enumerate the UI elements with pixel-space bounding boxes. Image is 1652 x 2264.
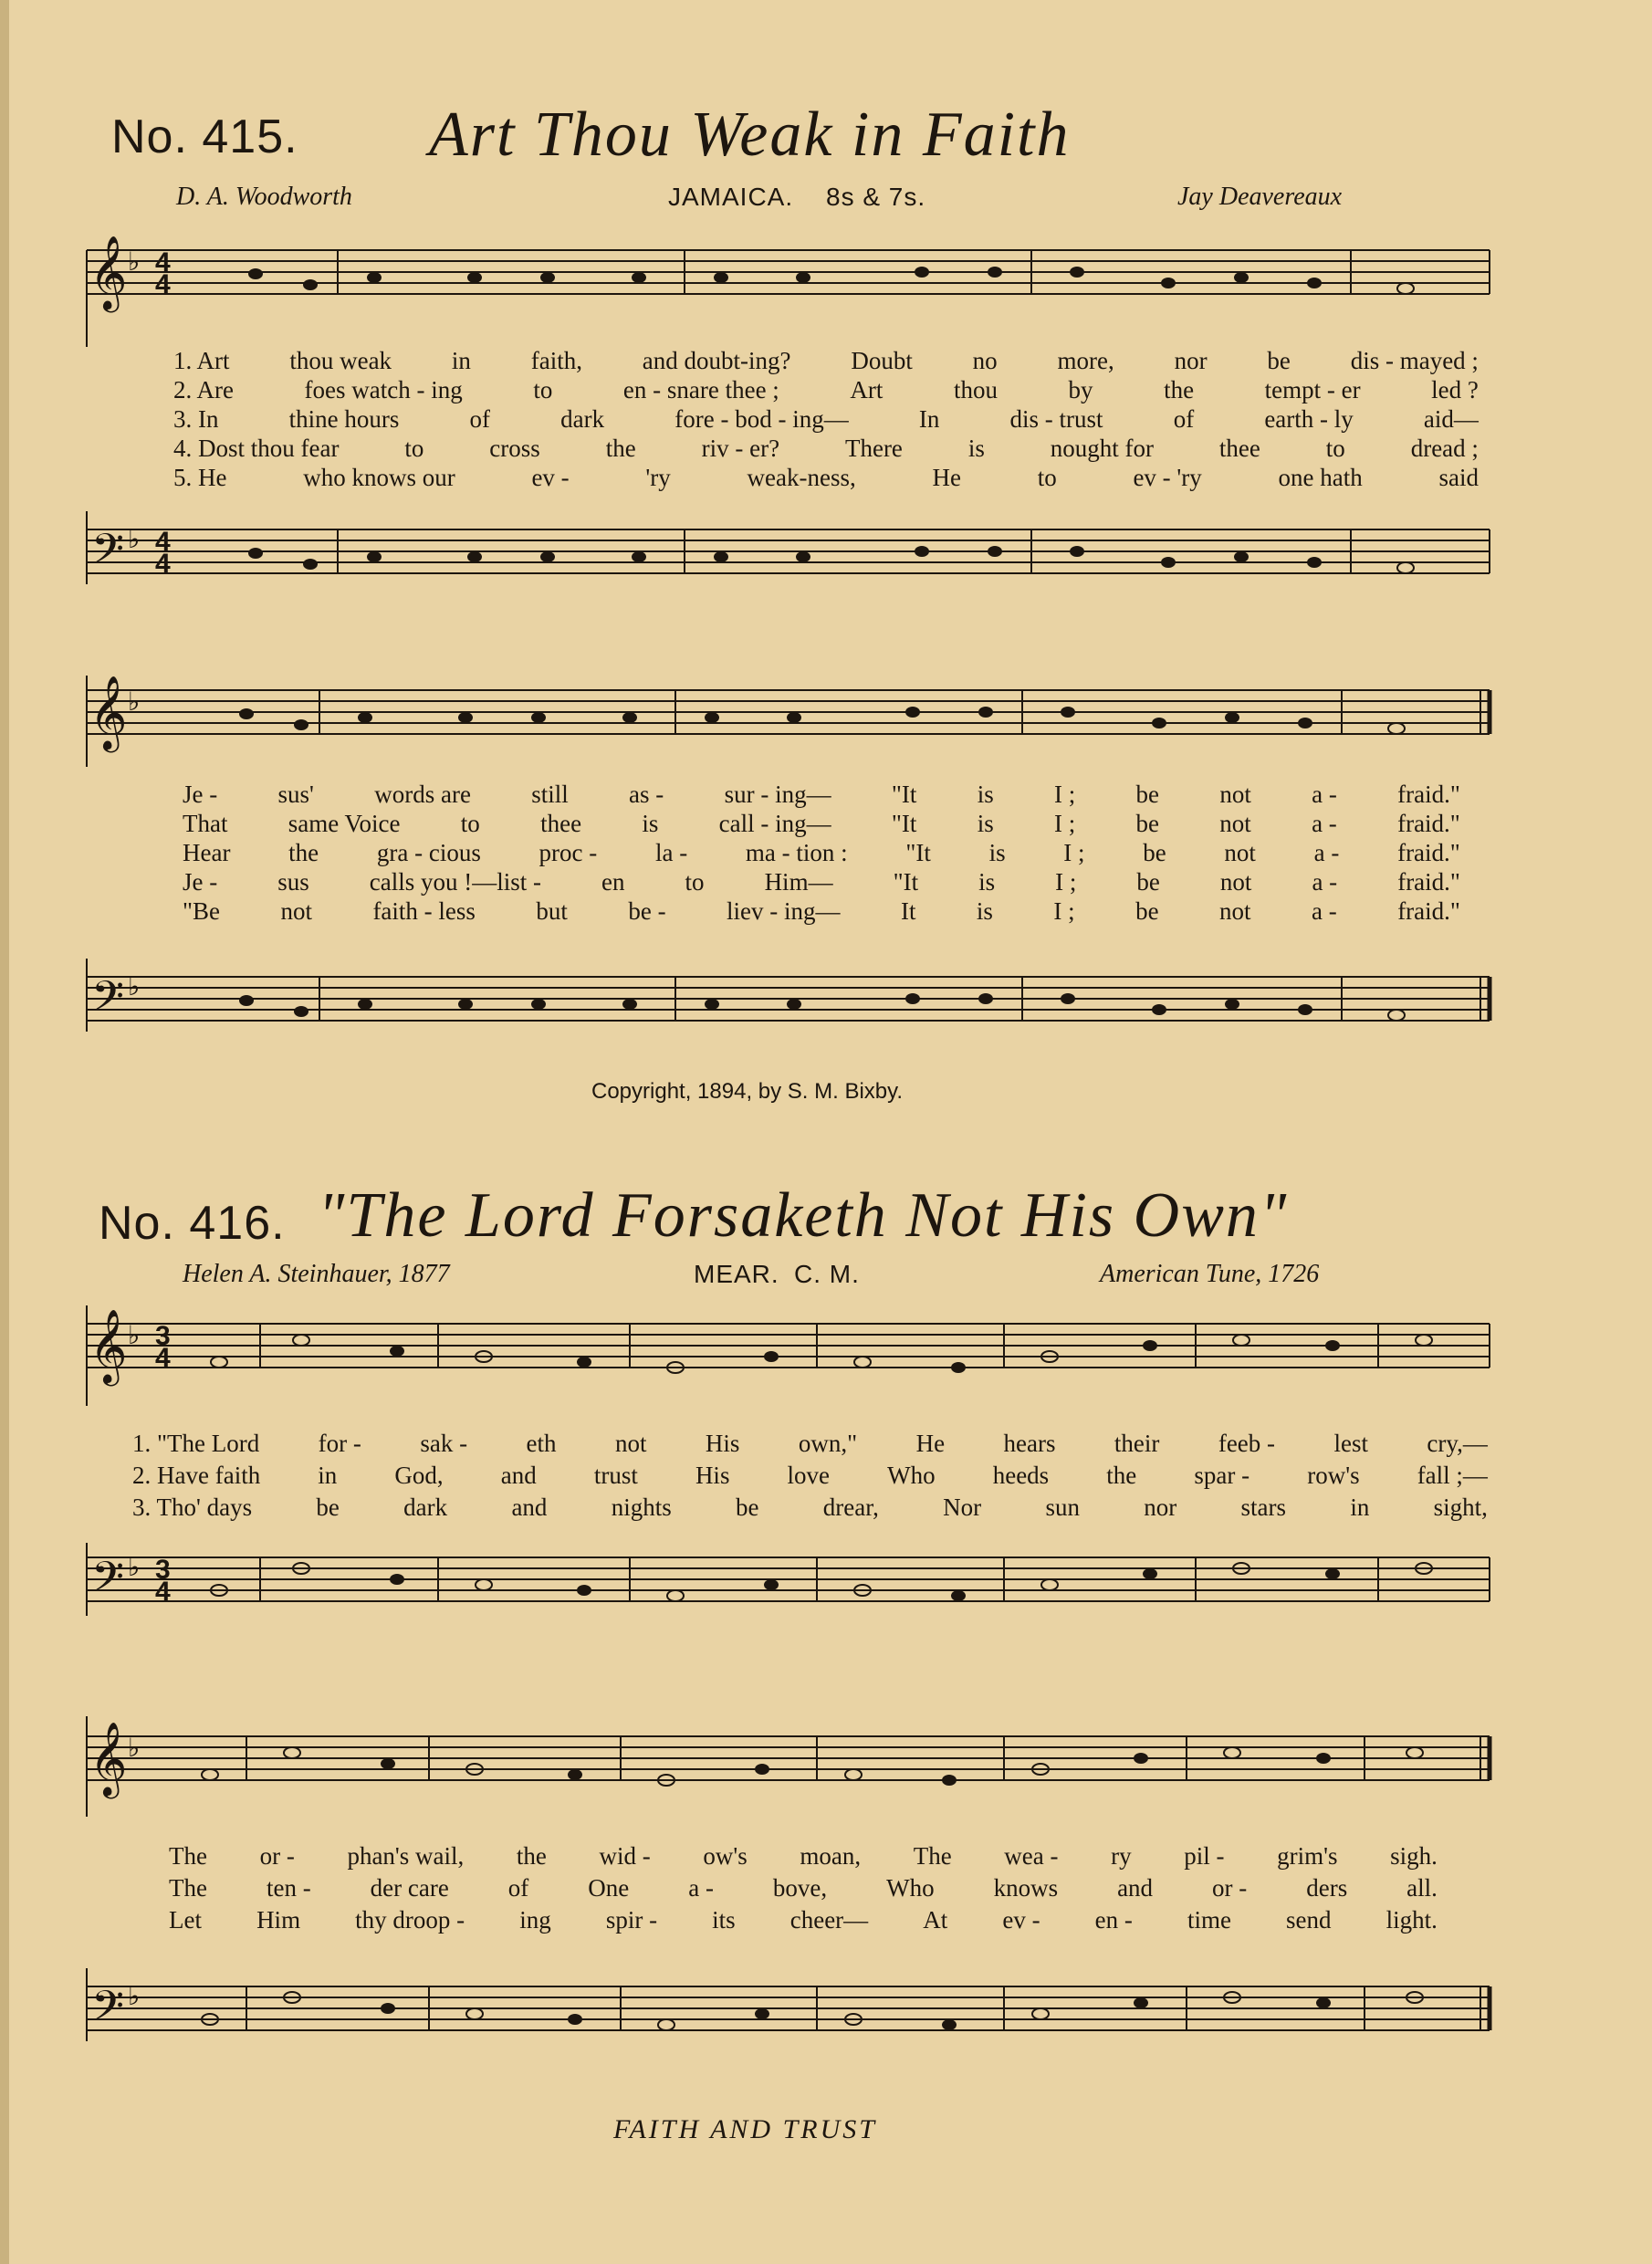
verse-line: 5. He who knows our ev - 'ry weak-ness, He to ev - 'ry one hath said xyxy=(173,464,1479,491)
treble-clef: 𝄞 xyxy=(89,675,128,749)
verse-line: Je - sus' words are still as - sur - ing— "It is I ; be not a - fraid." xyxy=(183,781,1460,808)
hymn-author: Helen A. Steinhauer, 1877 xyxy=(183,1260,450,1288)
treble-clef: 𝄞 xyxy=(89,235,128,309)
staff-treble-415-1 xyxy=(87,250,1490,347)
section-footer: FAITH AND TRUST xyxy=(613,2114,877,2144)
verse-line: "Be not faith - less but be - liev - ing— It is I ; be not a - fraid." xyxy=(183,897,1460,925)
verse-line: 4. Dost thou fear to cross the riv - er? There is nought for thee to dread ; xyxy=(173,435,1479,462)
verse-line: 2. Have faith in God, and trust His love Who heeds the spar - row's fall ;— xyxy=(132,1462,1488,1489)
verses-415-part2 xyxy=(183,781,1460,927)
meter: 8s & 7s. xyxy=(826,183,926,211)
hymn-author: D. A. Woodworth xyxy=(176,183,352,211)
verses-415-part1 xyxy=(173,347,1479,493)
treble-clef: 𝄞 xyxy=(89,1308,128,1383)
hymn-number: No. 415. xyxy=(111,110,298,163)
svg-text:♭: ♭ xyxy=(128,687,141,717)
svg-text:♭: ♭ xyxy=(128,1320,141,1350)
verses-416-part1 xyxy=(132,1430,1488,1525)
verse-line: 1. "The Lord for - sak - eth not His own," He hears their feeb - lest cry,— xyxy=(132,1430,1488,1457)
verse-line: 2. Are foes watch - ing to en - snare thee ; Art thou by the tempt - er led ? xyxy=(173,376,1479,404)
hymn-title: Art Thou Weak in Faith xyxy=(429,100,1071,170)
verse-line: Hear the gra - cious proc - la - ma - tion : "It is I ; be not a - fraid." xyxy=(183,839,1460,866)
bass-clef: 𝄢 xyxy=(91,972,125,1032)
svg-text:3: 3 xyxy=(155,1321,171,1351)
hymn-number: No. 416. xyxy=(99,1197,286,1250)
hymn-title: "The Lord Forsaketh Not His Own" xyxy=(318,1180,1289,1251)
svg-text:♭: ♭ xyxy=(128,1552,141,1582)
svg-text:♭: ♭ xyxy=(128,246,141,277)
tune-name: JAMAICA. xyxy=(668,183,794,211)
meter: C. M. xyxy=(794,1260,860,1288)
bass-clef: 𝄢 xyxy=(91,525,125,584)
staff-bass-416-1 xyxy=(87,1543,1490,1616)
verse-line: 3. Tho' days be dark and nights be drear, Nor sun nor stars in sight, xyxy=(132,1494,1488,1521)
svg-text:4: 4 xyxy=(155,527,171,557)
verse-line: 3. In thine hours of dark fore - bod - ing— In dis - trust of earth - ly aid— xyxy=(173,405,1479,433)
svg-text:4: 4 xyxy=(155,549,171,579)
svg-text:4: 4 xyxy=(155,1343,171,1373)
verse-line: Je - sus calls you !—list - en to Him— "It is I ; be not a - fraid." xyxy=(183,868,1460,896)
svg-text:♭: ♭ xyxy=(128,1733,141,1763)
bass-clef: 𝄢 xyxy=(91,1982,125,2041)
hymn-composer: Jay Deavereaux xyxy=(1177,183,1343,211)
svg-text:4: 4 xyxy=(155,269,171,299)
copyright-notice: Copyright, 1894, by S. M. Bixby. xyxy=(591,1079,904,1104)
svg-text:♭: ♭ xyxy=(128,971,141,1001)
hymn-composer: American Tune, 1726 xyxy=(1100,1260,1320,1288)
tune-name: MEAR. xyxy=(694,1260,779,1288)
staff-treble-416-2 xyxy=(87,1716,1490,1817)
verse-line: Let Him thy droop - ing spir - its cheer— At ev - en - time send light. xyxy=(169,1906,1438,1934)
staff-bass-415-2 xyxy=(87,959,1490,1032)
bass-clef: 𝄢 xyxy=(91,1553,125,1612)
verse-line: That same Voice to thee is call - ing— "It is I ; be not a - fraid." xyxy=(183,810,1460,837)
treble-clef: 𝄞 xyxy=(89,1721,128,1796)
verse-line: The ten - der care of One a - bove, Who knows and or - ders all. xyxy=(169,1874,1438,1902)
staff-bass-415-1 xyxy=(87,511,1490,584)
staff-bass-416-2 xyxy=(87,1968,1490,2041)
verse-line: 1. Art thou weak in faith, and doubt-ing? Doubt no more, nor be dis - mayed ; xyxy=(173,347,1479,374)
svg-text:3: 3 xyxy=(155,1555,171,1585)
staff-treble-416-1 xyxy=(87,1305,1490,1406)
verse-line: The or - phan's wail, the wid - ow's moan, The wea - ry pil - grim's sigh. xyxy=(169,1842,1438,1870)
svg-text:4: 4 xyxy=(155,1577,171,1607)
svg-text:♭: ♭ xyxy=(128,1981,141,2011)
svg-text:♭: ♭ xyxy=(128,524,141,554)
verses-416-part2 xyxy=(169,1842,1438,1938)
svg-text:4: 4 xyxy=(155,247,171,278)
